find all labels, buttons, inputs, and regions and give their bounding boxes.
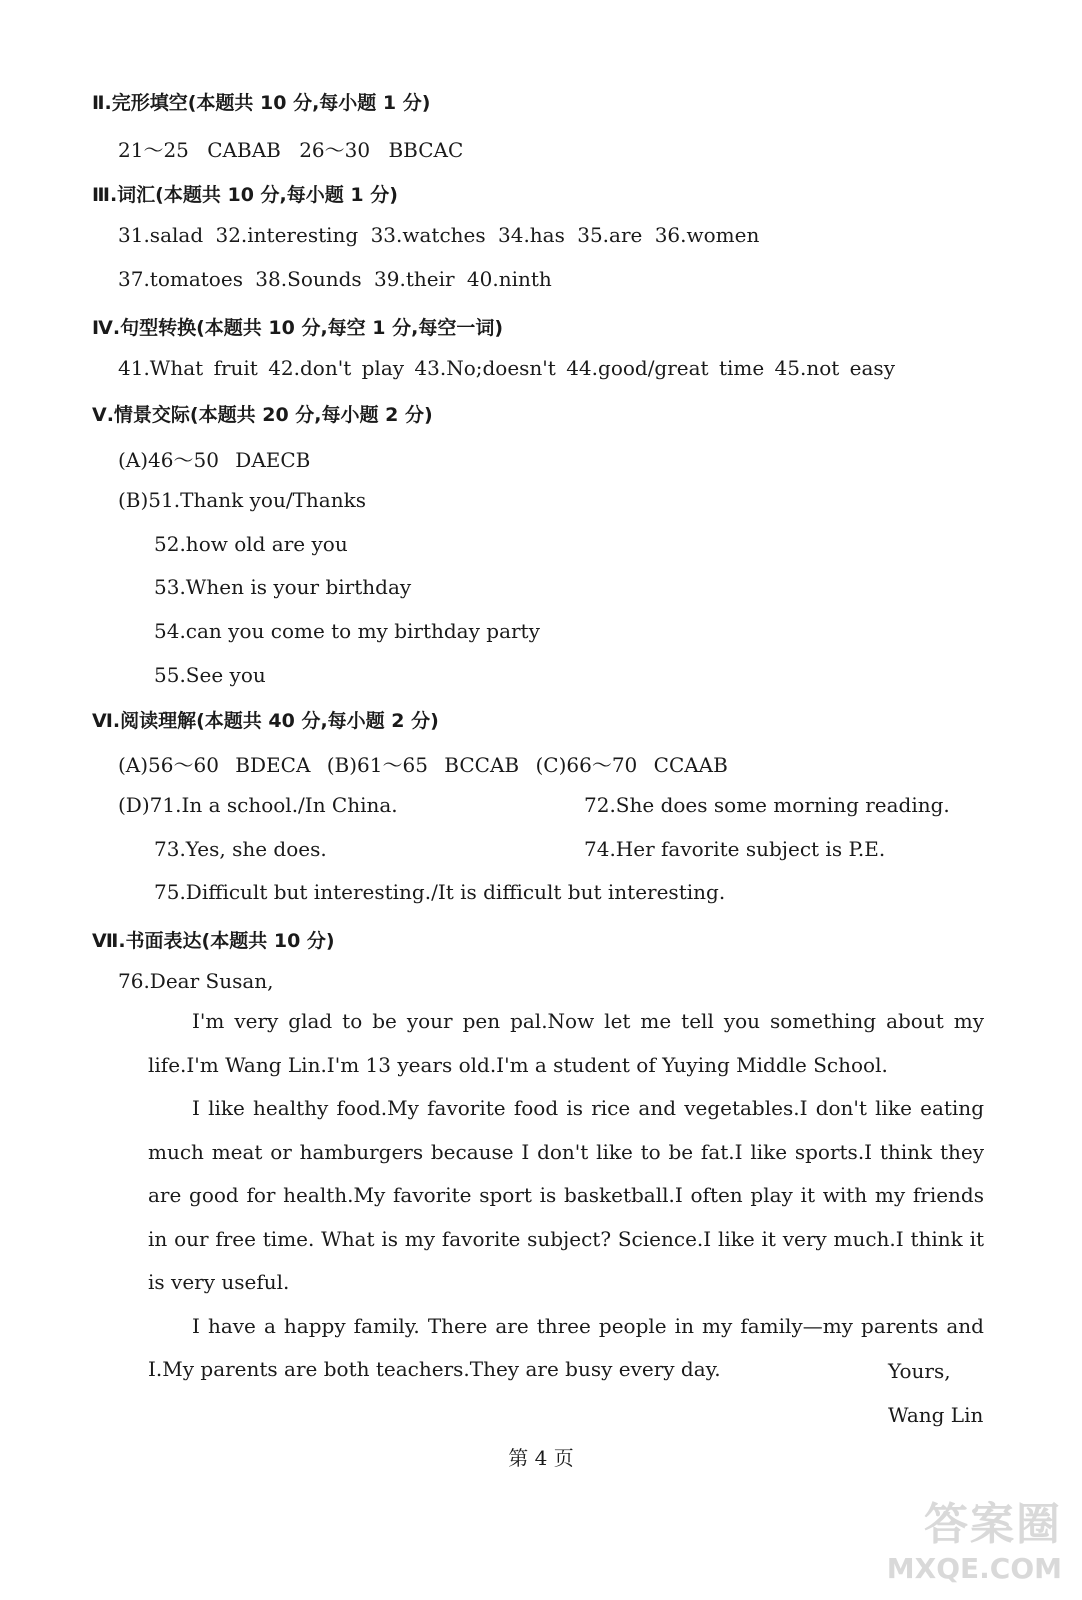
reading-answers-abc: (A)56～60 BDECA (B)61～65 BCCAB (C)66～70 CCAAB [118,753,728,777]
vocabulary-answers-line-2: 37.tomatoes 38.Sounds 39.their 40.ninth [118,267,552,291]
letter-body [148,1000,984,1392]
watermark-logo [872,1488,1062,1588]
dialogue-answer-53: 53.When is your birthday [154,575,412,599]
section-heading-writing: Ⅶ.书面表达(本题共 10 分) [92,930,335,952]
dialogue-answer-54: 54.can you come to my birthday party [154,619,540,643]
dialogue-answer-55: 55.See you [154,663,266,687]
dialogue-answers-a: (A)46～50 DAECB [118,448,311,472]
dialogue-answer-52: 52.how old are you [154,532,348,556]
letter-closing: Yours, [888,1359,951,1383]
section-heading-sentence-transformation: Ⅳ.句型转换(本题共 10 分,每空 1 分,每空一词) [92,317,504,339]
section-heading-cloze: Ⅱ.完形填空(本题共 10 分,每小题 1 分) [92,92,431,114]
page-number: 第 4 页 [508,1446,574,1470]
watermark-logo-text: 答案圈 [924,1499,1062,1550]
reading-answer-71: (D)71.In a school./In China. [118,793,398,817]
vocabulary-answers-line-1: 31.salad 32.interesting 33.watches 34.has 35.are 36.women [118,223,760,247]
letter-paragraph-3: I have a happy family. There are three people in my family—my parents and I.My parents are both teachers.They are busy every day. [148,1313,984,1381]
watermark-url: MXQE.COM [886,1552,1062,1585]
letter-paragraph-1: I'm very glad to be your pen pal.Now let me tell you something about my life.I'm Wang Lin.I'm 13 years old.I'm a student of Yuying Middle School. [148,1009,984,1077]
section-heading-reading: Ⅵ.阅读理解(本题共 40 分,每小题 2 分) [92,710,439,732]
letter-signature: Wang Lin [888,1403,984,1427]
letter-paragraph-2: I like healthy food.My favorite food is rice and vegetables.I don't like eating much meat or hamburgers because I don't like to be fat.I like sports.I think they are good for health.My favorite sport is basketball.I often play it with my friends in our free time. What is my favorite subject? Science.I like it very much.I think it is very useful. [148,1096,984,1294]
reading-answer-74: 74.Her favorite subject is P.E. [584,837,886,861]
section-heading-vocabulary: Ⅲ.词汇(本题共 10 分,每小题 1 分) [92,184,398,206]
cloze-answers: 21～25 CABAB 26～30 BBCAC [118,138,464,162]
section-heading-situational-dialogue: Ⅴ.情景交际(本题共 20 分,每小题 2 分) [92,404,433,426]
letter-greeting: 76.Dear Susan, [118,969,274,993]
dialogue-answer-51: (B)51.Thank you/Thanks [118,488,366,512]
reading-answer-75: 75.Difficult but interesting./It is difficult but interesting. [154,880,726,904]
reading-answer-73: 73.Yes, she does. [154,837,327,861]
sentence-transformation-answers: 41.What fruit 42.don't play 43.No;doesn't 44.good/great time 45.not easy [118,356,895,380]
reading-answer-72: 72.She does some morning reading. [584,793,950,817]
